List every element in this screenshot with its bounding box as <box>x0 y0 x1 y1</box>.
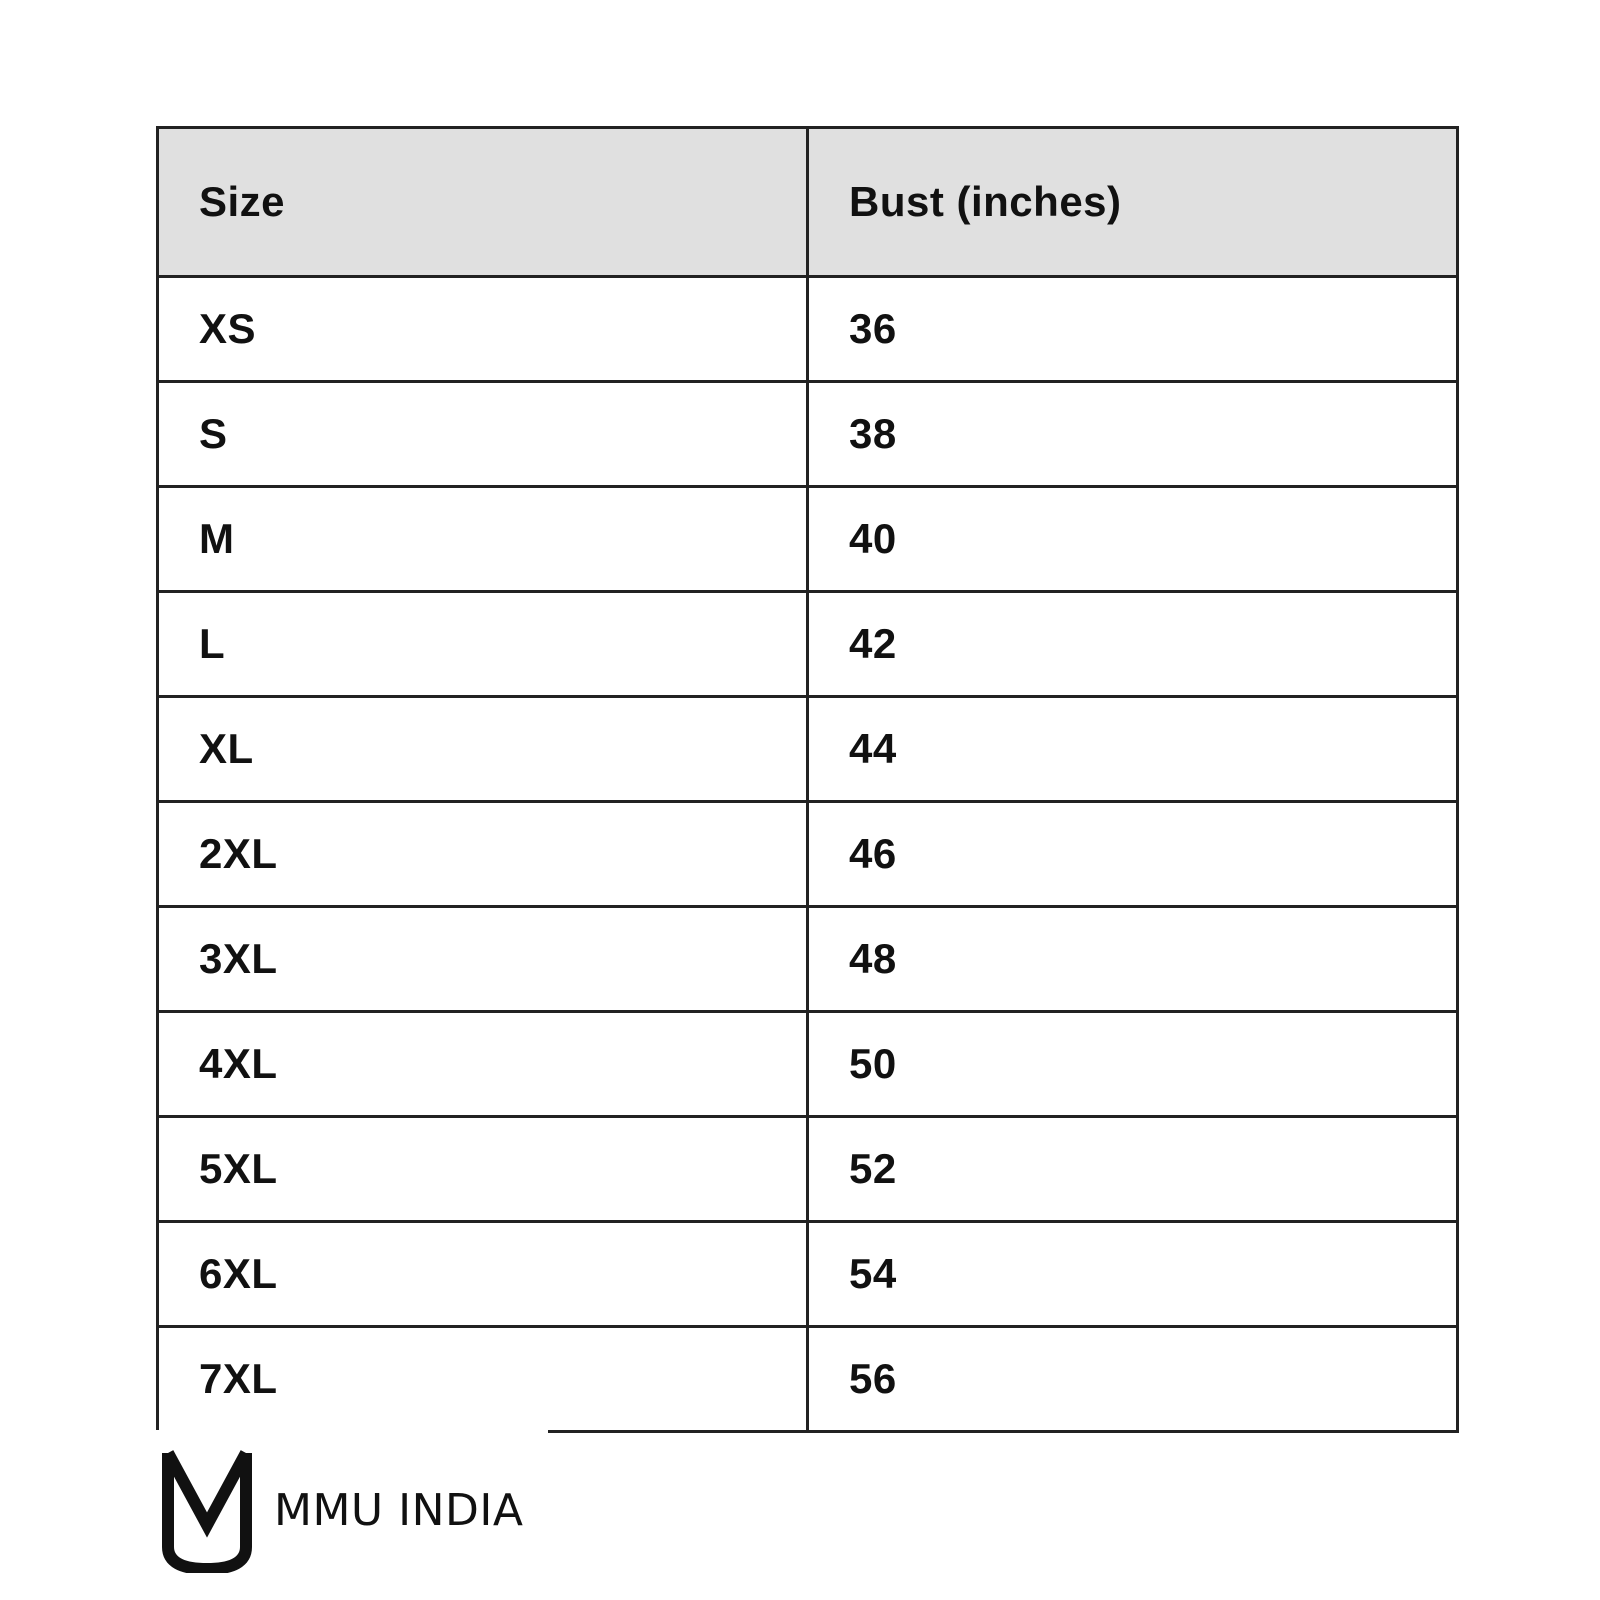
bust-cell: 56 <box>808 1327 1458 1432</box>
header-bust: Bust (inches) <box>808 128 1458 277</box>
size-chart-table <box>156 126 1459 1433</box>
bust-cell: 54 <box>808 1222 1458 1327</box>
bust-cell: 46 <box>808 802 1458 907</box>
table-row <box>158 1012 1458 1117</box>
size-cell: XS <box>158 277 808 382</box>
table-row <box>158 697 1458 802</box>
table-row <box>158 277 1458 382</box>
header-size: Size <box>158 128 808 277</box>
table-row <box>158 1327 1458 1432</box>
bust-cell: 42 <box>808 592 1458 697</box>
size-cell: 2XL <box>158 802 808 907</box>
table-row <box>158 1222 1458 1327</box>
brand-watermark <box>160 1446 523 1574</box>
table-row <box>158 592 1458 697</box>
size-cell: M <box>158 487 808 592</box>
table-row <box>158 802 1458 907</box>
size-cell: S <box>158 382 808 487</box>
table-row <box>158 487 1458 592</box>
table-row <box>158 1117 1458 1222</box>
size-cell: 7XL <box>158 1327 808 1432</box>
bust-cell: 44 <box>808 697 1458 802</box>
bust-cell: 48 <box>808 907 1458 1012</box>
bust-cell: 52 <box>808 1117 1458 1222</box>
bust-cell: 50 <box>808 1012 1458 1117</box>
bust-cell: 36 <box>808 277 1458 382</box>
bust-cell: 38 <box>808 382 1458 487</box>
table-row <box>158 907 1458 1012</box>
table-row <box>158 382 1458 487</box>
size-cell: 3XL <box>158 907 808 1012</box>
size-cell: 6XL <box>158 1222 808 1327</box>
bust-cell: 40 <box>808 487 1458 592</box>
header-row <box>158 128 1458 277</box>
size-chart-header <box>158 128 1458 277</box>
brand-name: MMU INDIA <box>274 1484 524 1536</box>
mu-monogram-logo-icon <box>160 1447 254 1573</box>
size-cell: 5XL <box>158 1117 808 1222</box>
size-cell: L <box>158 592 808 697</box>
size-cell: XL <box>158 697 808 802</box>
size-cell: 4XL <box>158 1012 808 1117</box>
size-chart-body <box>158 277 1458 1432</box>
